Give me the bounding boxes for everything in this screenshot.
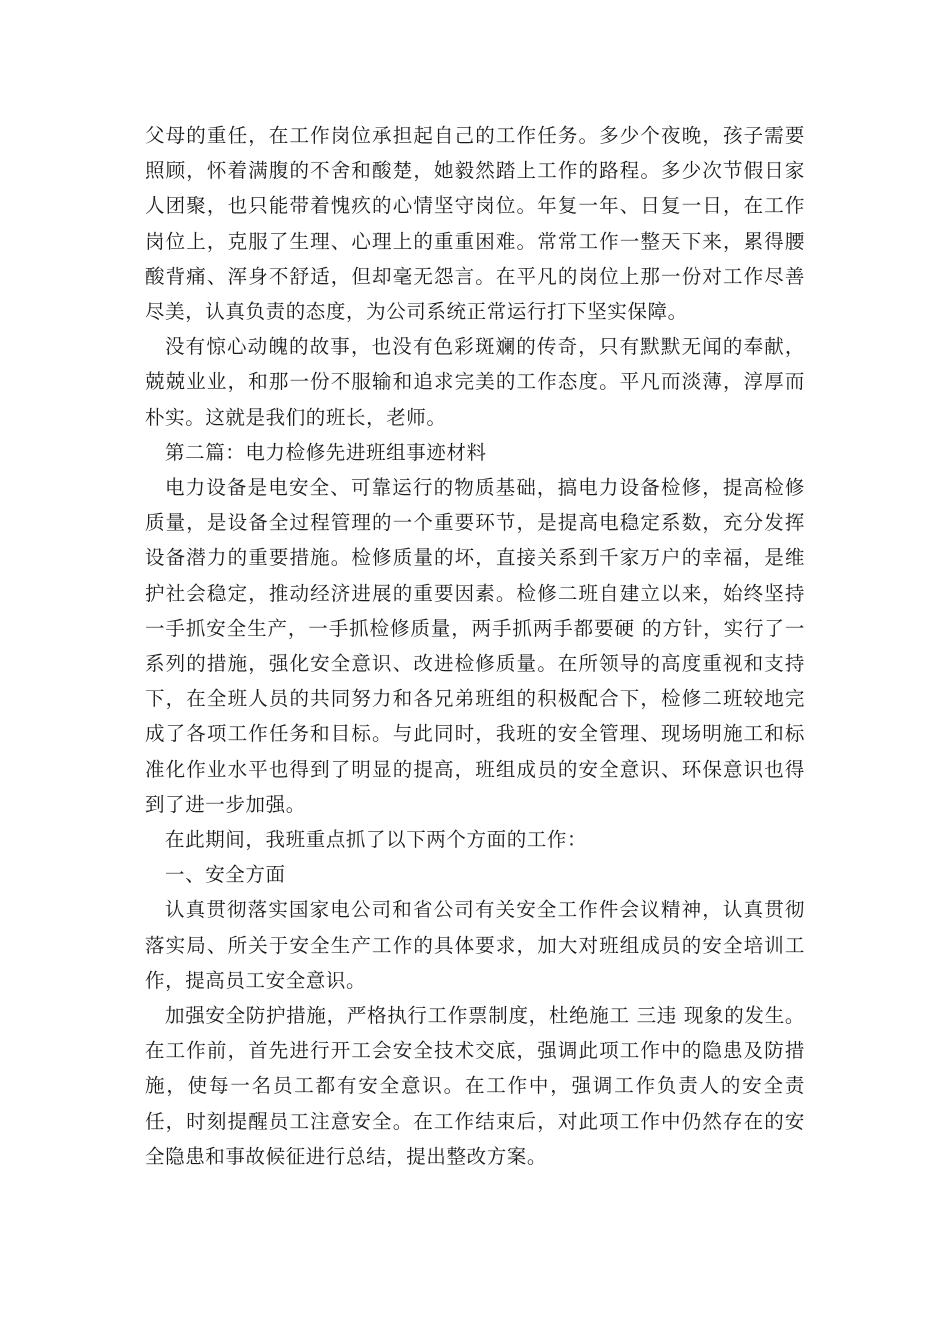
paragraph-continuation: 父母的重任，在工作岗位承担起自己的工作任务。多少个夜晚，孩子需要照顾，怀着满腹的不舍和酸楚，她毅然踏上工作的路程。多少次节假日家人团聚，也只能带着愧疚的心情坚守岗位。年复一年、日复一日，在工作岗位上，克服了生理、心理上的重重困难。常常工作一整天下来，累得腰酸背痛、浑身不舒适，但却毫无怨言。在平凡的岗位上那一份对工作尽善尽美，认真负责的态度，为公司系统正常运行打下坚实保障。 bbox=[145, 124, 805, 324]
paragraph-team-leader: 没有惊心动魄的故事，也没有色彩斑斓的传奇，只有默默无闻的奉献，兢兢业业，和那一份不服输和追求完美的工作态度。平凡而淡薄，淳厚而朴实。这就是我们的班长，老师。 bbox=[145, 335, 805, 429]
section-heading: 第二篇：电力检修先进班组事迹材料 bbox=[165, 440, 487, 464]
paragraph-period-focus: 在此期间，我班重点抓了以下两个方面的工作： bbox=[165, 828, 588, 852]
paragraph-safety-policy: 认真贯彻落实国家电公司和省公司有关安全工作件会议精神，认真贯彻落实局、所关于安全生产工作的具体要求，加大对班组成员的安全培训工作，提高员工安全意识。 bbox=[145, 898, 805, 992]
document-page bbox=[145, 118, 805, 1174]
subheading-safety: 一、安全方面 bbox=[165, 863, 286, 887]
paragraph-safety-measures: 加强安全防护措施，严格执行工作票制度，杜绝施工 三违 现象的发生。在工作前，首先进行开工会安全技术交底，强调此项工作中的隐患及防措施，使每一名员工都有安全意识。在工作中，强调工作负责人的安全责任，时刻提醒员工注意安全。在工作结束后，对此项工作中仍然存在的安全隐患和事故候征进行总结，提出整改方案。 bbox=[145, 1004, 805, 1168]
paragraph-intro: 电力设备是电安全、可靠运行的物质基础，搞电力设备检修，提高检修质量，是设备全过程管理的一个重要环节，是提高电稳定系数，充分发挥设备潜力的重要措施。检修质量的坏，直接关系到千家万户的幸福，是维护社会稳定，推动经济进展的重要因素。检修二班自建立以来，始终坚持 一手抓安全生产，一手抓检修质量，两手抓两手都要硬 的方针，实行了一系列的措施，强化安全意识、改进检修质量。在所领导的高度重视和支持下，在全班人员的共同努力和各兄弟班组的积极配合下，检修二班较地完成了各项工作任务和目标。与此同时，我班的安全管理、现场明施工和标准化作业水平也得到了明显的提高，班组成员的安全意识、环保意识也得到了进一步加强。 bbox=[145, 476, 805, 816]
